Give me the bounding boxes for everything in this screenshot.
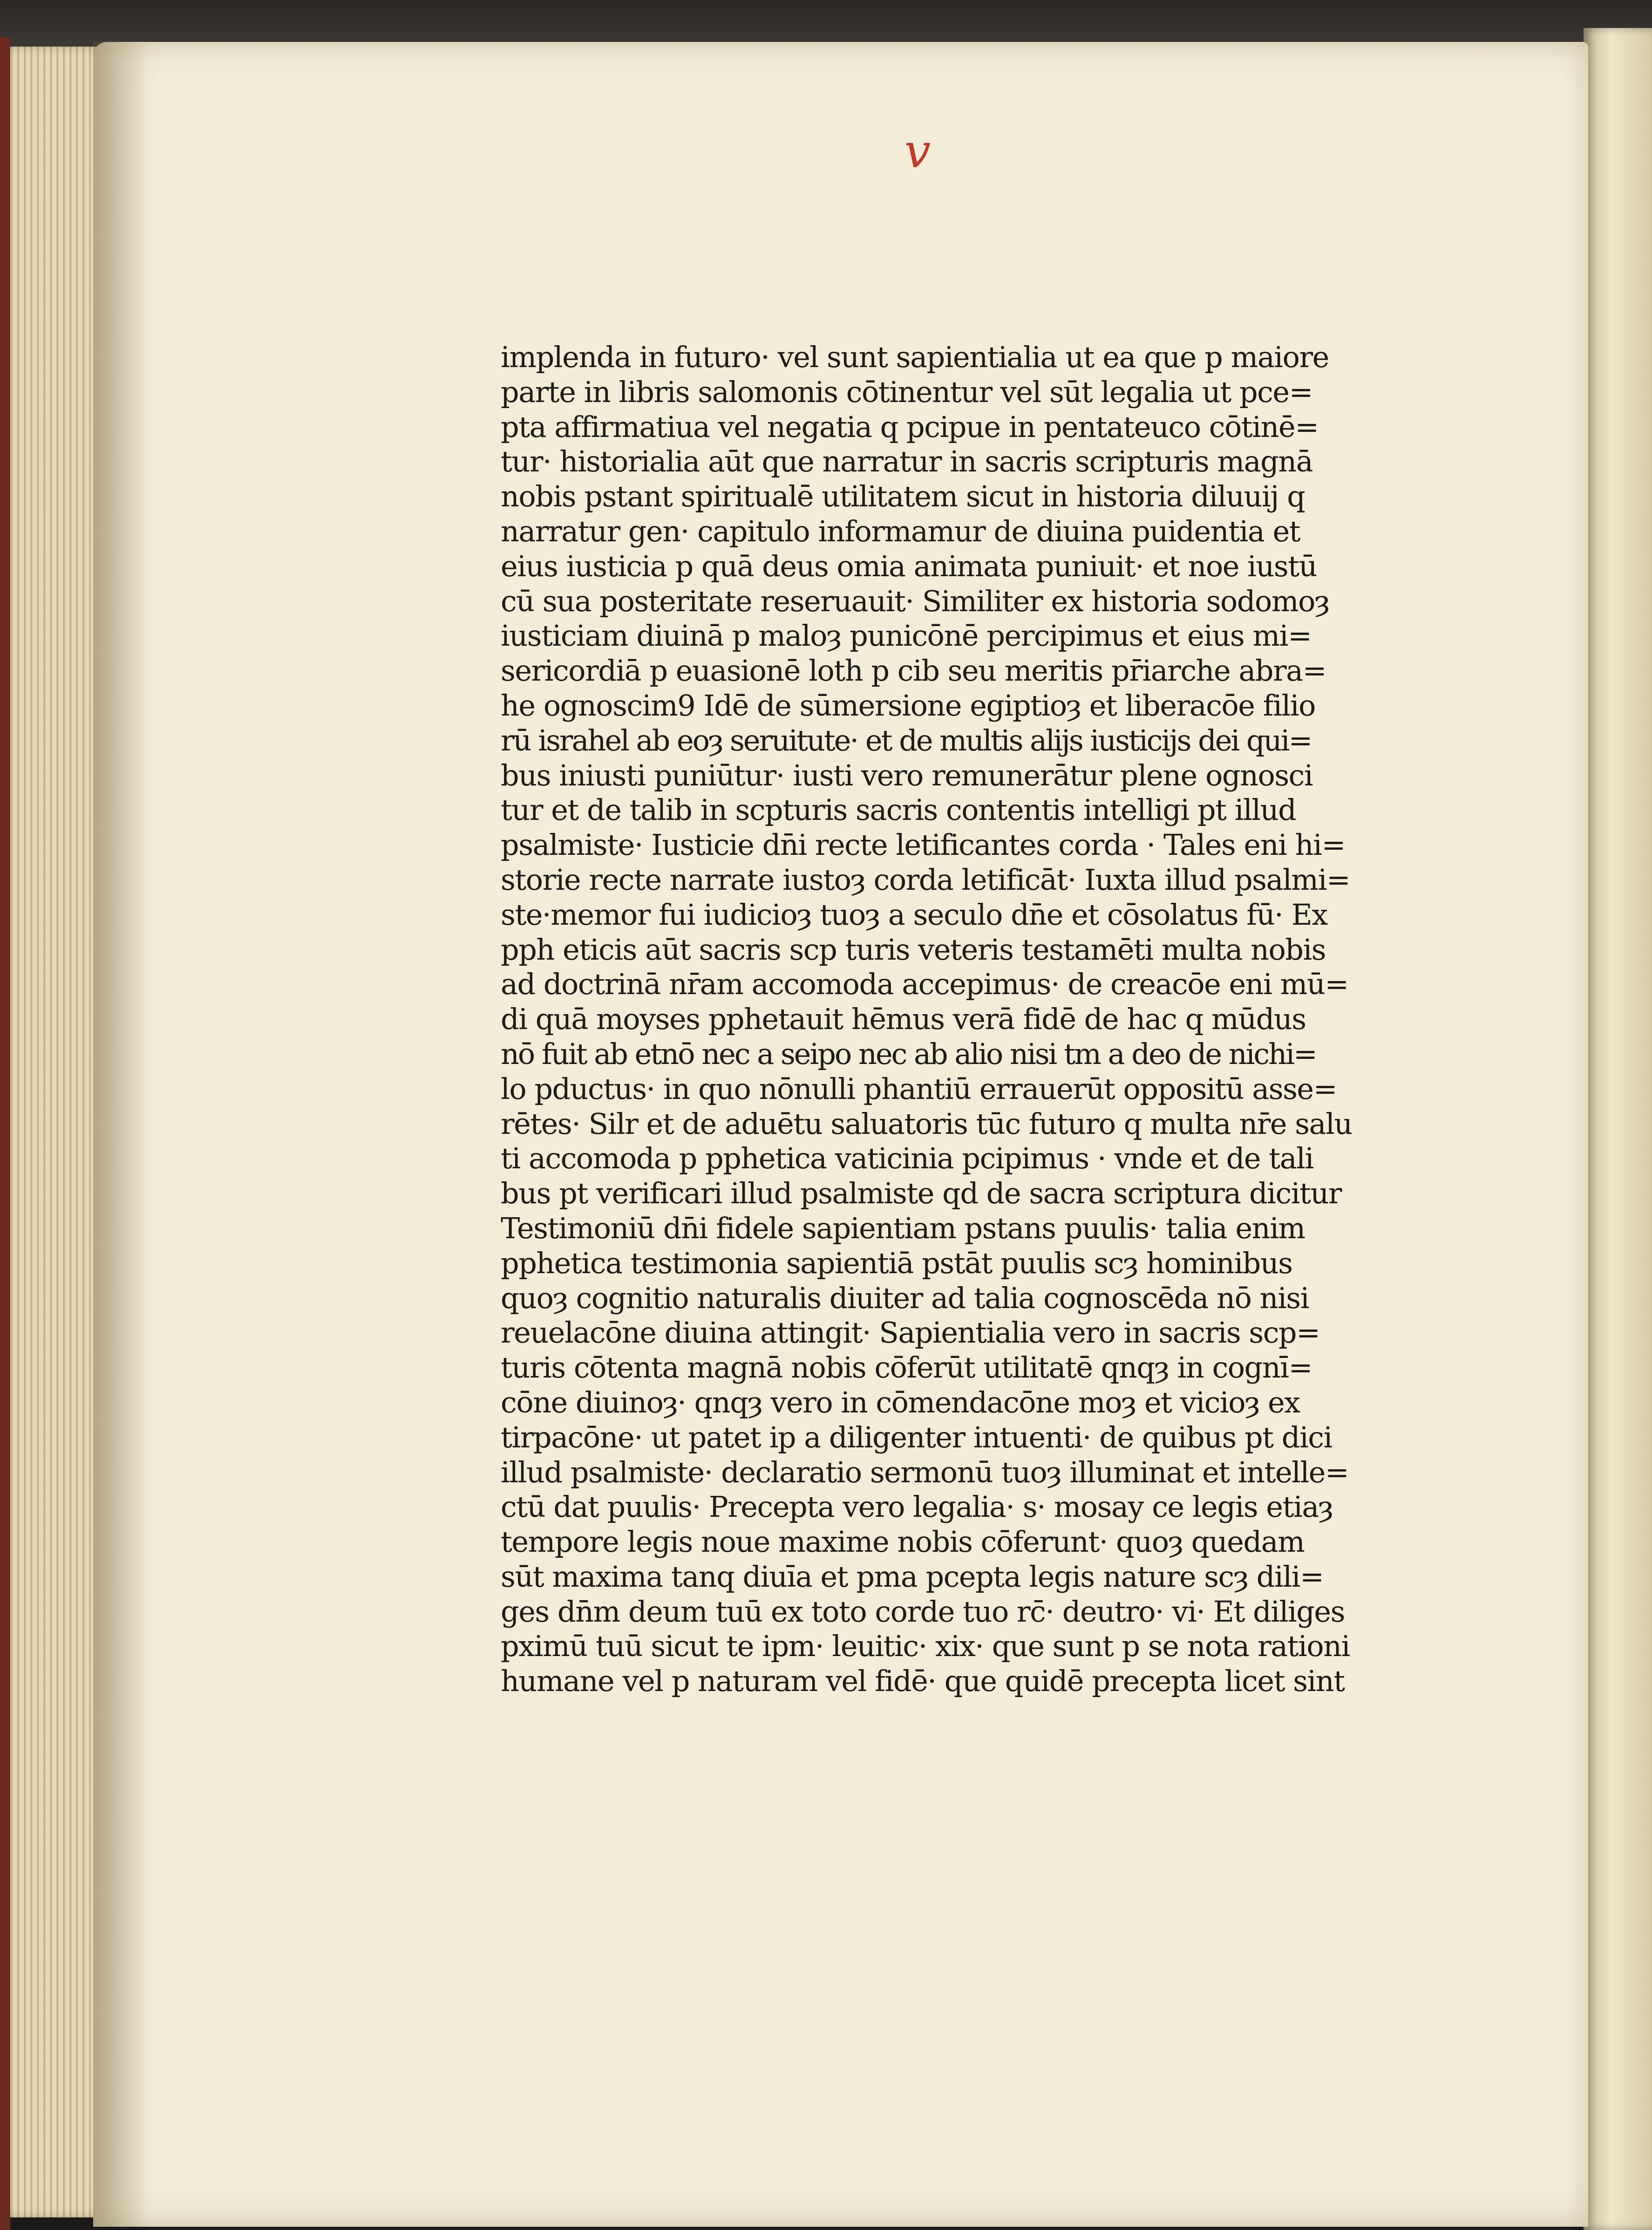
text-line: ad doctrinā nr̄am accomoda accepimus· de creacōe eni mū= [501, 967, 1348, 1002]
text-line: pphetica testimonia sapientiā pstāt puulis scȝ hominibus [501, 1246, 1292, 1280]
text-line: pta affirmatiua vel negatia q pcipue in pentateuco cōtinē= [501, 409, 1319, 444]
text-line: bus iniusti puniūtur· iusti vero remunerātur plene ognosci [501, 758, 1313, 792]
text-line: tur· historialia aūt que narratur in sacris scripturis magnā [501, 444, 1313, 479]
text-line: pph eticis aūt sacris scp turis veteris testamēti multa nobis [501, 932, 1326, 967]
text-line: tirpacōne· ut patet ip a diligenter intuenti· de quibus pt dici [501, 1420, 1332, 1454]
text-block [501, 340, 1362, 1699]
text-line: reuelacōne diuina attingit· Sapientialia vero in sacris scp= [501, 1316, 1320, 1350]
text-line: di quā moyses pphetauit hēmus verā fidē de hac q mūdus [501, 1002, 1306, 1037]
text-line: sūt maxima tanq diuīa et pma pcepta legis nature scȝ dili= [501, 1559, 1324, 1594]
text-line: parte in libris salomonis cōtinentur vel sūt legalia ut pce= [501, 375, 1313, 409]
text-line: nobis pstant spiritualē utilitatem sicut in historia diluuij q [501, 479, 1305, 514]
text-line: lo pductus· in quo nōnulli phantiū errauerūt oppositū asse= [501, 1071, 1337, 1106]
text-line: turis cōtenta magnā nobis cōferūt utilitatē qnqȝ in cognī= [501, 1350, 1312, 1385]
text-line: implenda in futuro· vel sunt sapientialia ut ea que p maiore [501, 340, 1329, 374]
left-cover-edge [0, 37, 10, 2230]
text-line: ctū dat puulis· Precepta vero legalia· s· mosay ce legis etiaȝ [501, 1490, 1333, 1524]
text-line: rū israhel ab eoȝ seruitute· et de multis alijs iusticijs dei qui= [501, 723, 1312, 757]
text-line: rētes· Silr et de aduētu saluatoris tūc futuro q multa nr̄e salu [501, 1106, 1352, 1141]
text-line: narratur gen· capitulo informamur de diuina puidentia et [501, 514, 1300, 548]
text-line: cōne diuinoȝ· qnqȝ vero in cōmendacōne moȝ et vicioȝ ex [501, 1385, 1300, 1419]
text-line: eius iusticia p quā deus omia animata puniuit· et noe iustū [501, 549, 1317, 583]
text-line: tempore legis noue maxime nobis cōferunt· quoȝ quedam [501, 1525, 1305, 1559]
text-line: psalmiste· Iusticie dn̄i recte letificantes corda · Tales eni hi= [501, 828, 1345, 862]
text-line: Testimoniū dn̄i fidele sapientiam pstans puulis· talia enim [501, 1211, 1305, 1245]
right-page-edges [1584, 28, 1652, 2230]
text-line: bus pt verificari illud psalmiste qd de sacra scriptura dicitur [501, 1176, 1342, 1211]
text-line: sericordiā p euasionē loth p cib seu meritis pr̄iarche abra= [501, 654, 1326, 688]
text-line: quoȝ cognitio naturalis diuiter ad talia cognoscēda nō nisi [501, 1281, 1309, 1315]
text-line: pximū tuū sicut te ipm· leuitic· xix· que sunt p se nota rationi [501, 1629, 1350, 1664]
text-line: illud psalmiste· declaratio sermonū tuoȝ illuminat et intelle= [501, 1455, 1349, 1489]
text-line: ges dn̄m deum tuū ex toto corde tuo rc̄· deutro· vi· Et diliges [501, 1594, 1345, 1629]
text-line: humane vel p naturam vel fidē· que quidē precepta licet sint [501, 1664, 1345, 1698]
text-line: cū sua posteritate reseruauit· Similiter ex historia sodomoȝ [501, 584, 1329, 618]
text-line: ste·memor fui iudicioȝ tuoȝ a seculo dn̄e et cōsolatus fū· Ex [501, 897, 1327, 932]
text-line: he ognoscim9 Idē de sūmersione egiptioȝ et liberacōe filio [501, 688, 1315, 723]
text-line: iusticiam diuinā p maloȝ punicōnē percipimus et eius mi= [501, 619, 1312, 653]
folio-mark: v [904, 124, 931, 178]
text-line: ti accomoda p pphetica vaticinia pcipimus · vnde et de tali [501, 1141, 1313, 1176]
gutter-shadow [93, 42, 149, 2227]
text-line: tur et de talib in scpturis sacris contentis intelligi pt illud [501, 793, 1296, 827]
text-line: storie recte narrate iustoȝ corda letificāt· Iuxta illud psalmi= [501, 862, 1350, 897]
text-line: nō fuit ab etnō nec a seipo nec ab alio nisi tm a deo de nichi= [501, 1037, 1316, 1071]
